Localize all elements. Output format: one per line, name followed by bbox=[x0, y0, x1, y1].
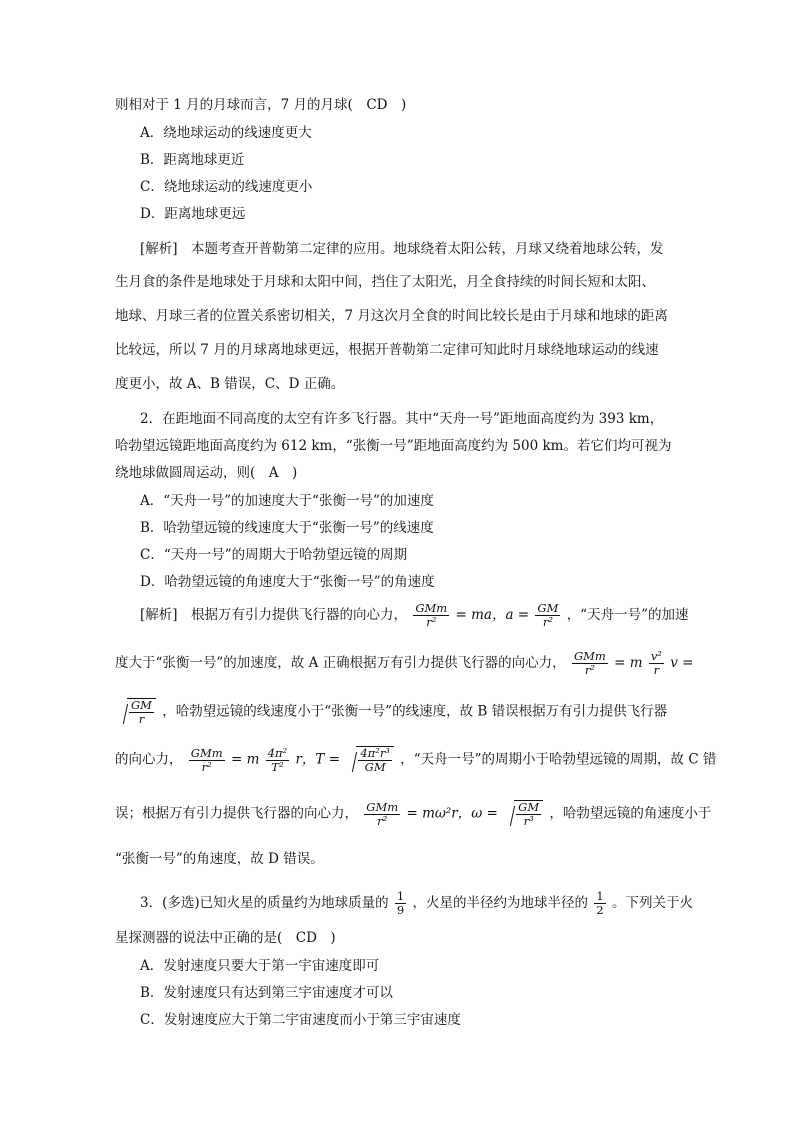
formula-sqrt: $\frac{GM}{r}$ bbox=[117, 698, 156, 726]
q1-option-c: C．绕地球运动的线速度更小 bbox=[140, 179, 313, 195]
formula-fraction: $\frac{\text{v²}}{r}$ bbox=[650, 649, 662, 677]
formula-fraction: $\frac{\text{GMm}}{\text{r²}}$ bbox=[415, 601, 448, 629]
q2-explanation-line: [解析] 根据万有引力提供飞行器的向心力， $\frac{\text{GMm}}{\text{r²}}$ = ma，a = $\frac{GM}{\text{r²}}$ ，“天舟一号”的加速 bbox=[140, 601, 689, 629]
q2-stem: 绕地球做圆周运动，则( A ) bbox=[115, 465, 298, 481]
q3-option-c: C．发射速度应大于第二宇宙速度而小于第三宇宙速度 bbox=[140, 1012, 461, 1028]
formula-sqrt: $\frac{GM}{\text{r³}}$ bbox=[504, 800, 543, 828]
q1-explanation-line: 生月食的条件是地球处于月球和太阳中间，挡住了太阳光，月全食持续的时间长短和太阳、 bbox=[115, 274, 655, 290]
q2-explanation-line: 的向心力， $\frac{\text{GMm}}{\text{r²}}$ = m $\frac{\text{4π²}}{\text{T²}}$ r，T = $\frac{\text{4π²r³}}{GM}$ ，“天舟一号”的周期小于哈勃望远镜的周期，故 C 错 bbox=[115, 745, 717, 774]
q3-option-b: B．发射速度只有达到第三宇宙速度才可以 bbox=[140, 985, 393, 1001]
q3-option-a: A．发射速度只要大于第一宇宙速度即可 bbox=[140, 958, 380, 974]
q1-explanation-line: 比较远，所以 7 月的月球离地球更远，根据开普勒第二定律可知此时月球绕地球运动的线速 bbox=[115, 342, 659, 358]
formula-fraction: $\frac{GM}{\text{r²}}$ bbox=[537, 601, 559, 629]
q3-stem: 3．(多选)已知火星的质量约为地球质量的 $\frac{1}{9}$ ，火星的半径约为地球半径的 $\frac{1}{2}$ 。下列关于火 bbox=[140, 889, 693, 917]
formula-fraction: $\frac{\text{GMm}}{\text{r²}}$ bbox=[366, 799, 399, 828]
formula-fraction: $\frac{1}{9}$ bbox=[396, 889, 405, 917]
q2-option-d: D．哈勃望远镜的角速度大于“张衡一号”的角速度 bbox=[140, 574, 435, 590]
q1-option-b: B．距离地球更近 bbox=[140, 152, 245, 168]
q1-explanation-line: 度更小，故 A、B 错误，C、D 正确。 bbox=[115, 376, 345, 392]
q1-option-a: A．绕地球运动的线速度更大 bbox=[140, 125, 312, 141]
q2-stem: 2．在距地面不同高度的太空有许多飞行器。其中“天舟一号”距地面高度约为 393 km， bbox=[140, 411, 664, 427]
q1-option-d: D．距离地球更远 bbox=[140, 206, 246, 222]
formula-sqrt: $\frac{\text{4π²r³}}{GM}$ bbox=[346, 746, 394, 774]
q1-explanation-line: [解析] 本题考查开普勒第二定律的应用。地球绕着太阳公转，月球又绕着地球公转，发 bbox=[140, 241, 664, 257]
q2-explanation-line: 度大于“张衡一号”的加速度，故 A 正确根据万有引力提供飞行器的向心力， $\frac{\text{GMm}}{\text{r²}}$ = m $\frac{\text{v²}}{r}$ v = bbox=[115, 649, 694, 677]
q2-option-a: A．“天舟一号”的加速度大于“张衡一号”的加速度 bbox=[140, 493, 434, 509]
q2-explanation-line: $\frac{GM}{r}$ ，哈勃望远镜的线速度小于“张衡一号”的线速度，故 B 错误根据万有引力提供飞行器 bbox=[115, 698, 667, 726]
formula-fraction: $\frac{1}{2}$ bbox=[596, 889, 604, 917]
formula-fraction: $\frac{\text{GMm}}{\text{r²}}$ bbox=[190, 745, 223, 774]
q2-option-c: C．“天舟一号”的周期大于哈勃望远镜的周期 bbox=[140, 547, 408, 563]
q2-option-b: B．哈勃望远镜的线速度大于“张衡一号”的线速度 bbox=[140, 520, 434, 536]
q1-stem-end: 则相对于 1 月的月球而言，7 月的月球( CD ) bbox=[115, 97, 407, 113]
q1-explanation-line: 地球、月球三者的位置关系密切相关，7 月这次月全食的时间比较长是由于月球和地球的距离 bbox=[115, 308, 668, 324]
formula-fraction: $\frac{\text{4π²}}{\text{T²}}$ bbox=[267, 745, 288, 774]
formula-fraction: $\frac{\text{GMm}}{\text{r²}}$ bbox=[573, 649, 606, 677]
q2-explanation-line: “张衡一号”的角速度，故 D 错误。 bbox=[115, 851, 324, 867]
q2-explanation-line: 误；根据万有引力提供飞行器的向心力， $\frac{\text{GMm}}{\text{r²}}$ = mω²r，ω = $\frac{GM}{\text{r³}}$ ，哈勃望远镜的角速度小于 bbox=[115, 799, 712, 828]
q2-stem: 哈勃望远镜距地面高度约为 612 km，“张衡一号”距地面高度约为 500 km。若它们均可视为 bbox=[115, 438, 672, 454]
q3-stem: 星探测器的说法中正确的是( CD ) bbox=[115, 930, 336, 946]
